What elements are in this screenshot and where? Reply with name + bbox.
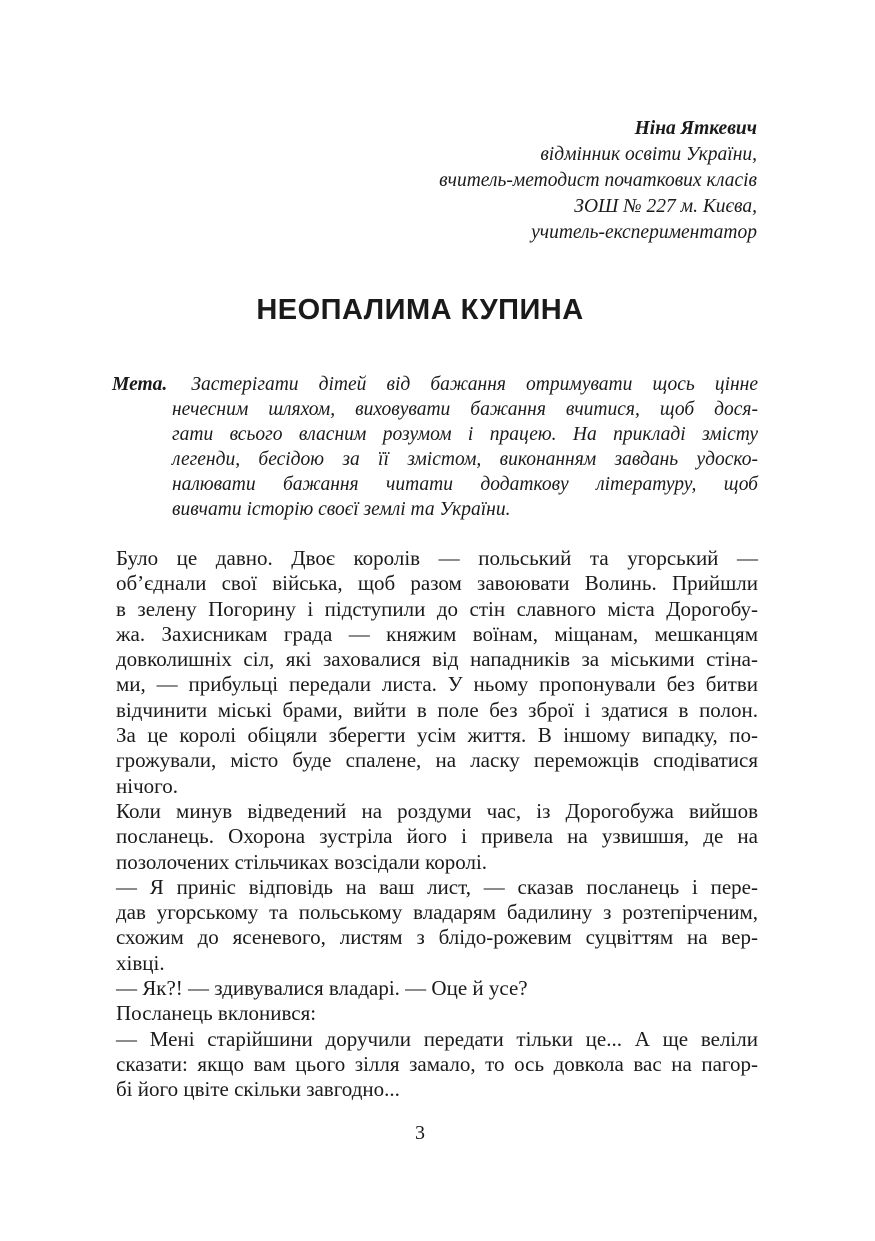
story-line: Посланець вклонився:: [116, 1001, 317, 1026]
story-line: сказати: якщо вам цього зілля замало, то ось довкола вас на пагор-: [116, 1051, 758, 1076]
story-line: схожим до ясеневого, листям з блідо-рожевим суцвіттям на вер-: [116, 925, 758, 950]
story-line: Було це давно. Двоє королів — польський та угорський —: [116, 546, 758, 570]
author-credential: вчитель-методист початкових класів: [439, 170, 757, 191]
author-credential: відмінник освіти України,: [540, 144, 757, 165]
story-line: Коли минув відведений на роздуми час, із Дорогобужа вийшов: [116, 798, 758, 823]
goal-section: [112, 372, 758, 522]
goal-line: вивчати історію своєї землі та України.: [172, 499, 511, 520]
story-line: ми, — прибульці передали листа. У ньому пропонували без битви: [116, 672, 758, 697]
story-line: дав угорському та польському владарям бадилину з розтепірченим,: [116, 900, 758, 925]
story-line: об’єднали свої війська, щоб разом завоювати Волинь. Прийшли: [116, 571, 758, 596]
story-line: нічого.: [116, 773, 178, 798]
story-text: [116, 546, 758, 1103]
author-name: Ніна Яткевич: [634, 118, 757, 139]
story-line: жа. Захисникам града — княжим воїнам, міщанам, мешканцям: [116, 621, 758, 646]
story-line: — Мені старійшини доручили передати тільки це... А ще веліли: [116, 1026, 758, 1051]
story-line: грожували, місто буде спалене, на ласку переможців сподіватися: [116, 748, 758, 773]
goal-line: нечесним шляхом, виховувати бажання вчитися, щоб дося-: [172, 399, 758, 420]
story-line: — Як?! — здивувалися владарі. — Оце й усе?: [116, 976, 528, 1001]
goal-line: налювати бажання читати додаткову літературу, щоб: [172, 474, 758, 495]
author-block: [439, 116, 757, 246]
author-credential: ЗОШ № 227 м. Києва,: [574, 196, 757, 217]
goal-label: Мета.: [112, 374, 168, 395]
author-credential: учитель-експериментатор: [531, 222, 757, 243]
page-number: 3: [415, 1122, 425, 1144]
story-line: — Я приніс відповідь на ваш лист, — сказав посланець і пере-: [116, 874, 758, 899]
goal-line: [112, 372, 758, 397]
story-line: посланець. Охорона зустріла його і привела на узвишшя, де на: [116, 824, 758, 849]
story-line: довколишніх сіл, які заховалися від нападників за міськими стіна-: [116, 647, 758, 672]
story-line: бі його цвіте скільки завгодно...: [116, 1077, 400, 1102]
story-line: За це королі обіцяли зберегти усім життя. В іншому випадку, по-: [116, 723, 758, 748]
page-title: НЕОПАЛИМА КУПИНА: [256, 294, 584, 326]
story-line: відчинити міські брами, вийти в поле без зброї і здатися в полон.: [116, 697, 758, 722]
story-line: позолочених стільчиках возсідали королі.: [116, 849, 488, 874]
story-line: в зелену Погорину і підступили до стін славного міста Дорогобу-: [116, 596, 758, 621]
goal-line: гати всього власним розумом і працею. На прикладі змісту: [172, 424, 758, 445]
goal-line: легенди, бесідою за її змістом, виконанням завдань удоско-: [172, 449, 758, 470]
goal-line-text: Застерігати дітей від бажання отримувати щось цінне: [191, 374, 759, 395]
story-line: хівці.: [116, 950, 165, 975]
